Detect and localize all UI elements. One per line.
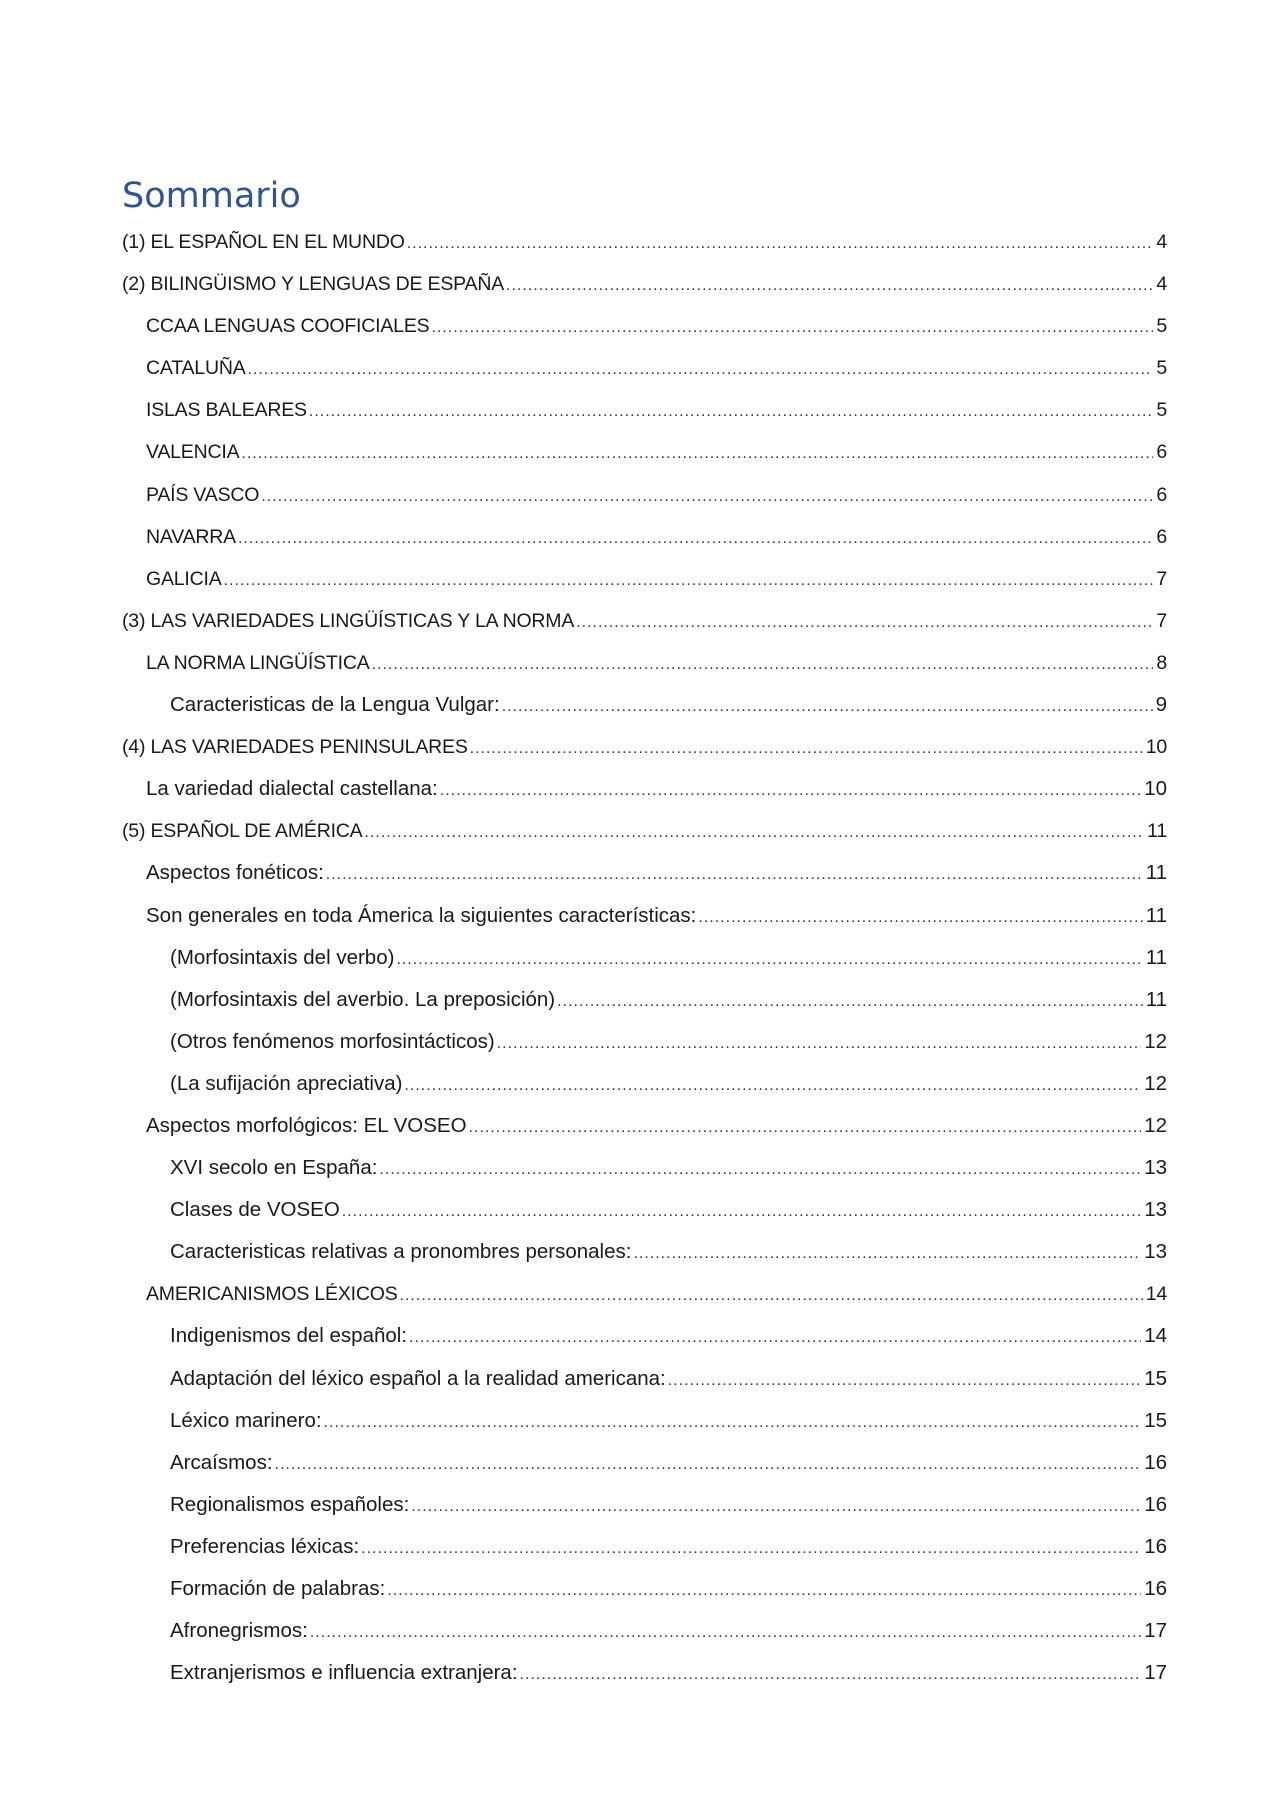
toc-entry-label: CATALUÑA [146, 357, 246, 380]
toc-page-number: 15 [1144, 1366, 1167, 1390]
toc-dot-leader [469, 1107, 1142, 1147]
toc-entry[interactable] [122, 1063, 1167, 1105]
toc-page-number: 5 [1156, 315, 1167, 338]
toc-entry[interactable] [122, 221, 1167, 263]
toc-page-number: 17 [1144, 1619, 1167, 1643]
toc-dot-leader [502, 686, 1153, 726]
toc-entry[interactable] [122, 810, 1167, 852]
toc-dot-leader [404, 1065, 1141, 1105]
toc-dot-leader [440, 770, 1141, 810]
toc-entry[interactable] [122, 431, 1167, 473]
toc-entry[interactable] [122, 1442, 1167, 1484]
toc-dot-leader [520, 1654, 1142, 1694]
toc-entry[interactable] [122, 1189, 1167, 1231]
toc-title: Sommario [122, 176, 301, 216]
toc-page-number: 12 [1144, 1071, 1167, 1095]
toc-entry-label: XVI secolo en España: [170, 1156, 378, 1180]
toc-entry[interactable] [122, 895, 1167, 937]
toc-entry[interactable] [122, 937, 1167, 979]
toc-entry[interactable] [122, 1358, 1167, 1400]
toc-entry-label: Afronegrismos: [170, 1619, 308, 1643]
toc-page-number: 4 [1156, 231, 1167, 253]
toc-page-number: 7 [1156, 567, 1167, 590]
toc-page-number: 16 [1144, 1492, 1167, 1516]
toc-dot-leader [400, 1275, 1143, 1315]
toc-entry[interactable] [122, 389, 1167, 431]
toc-entry-label: Preferencias léxicas: [170, 1534, 360, 1558]
toc-entry[interactable] [122, 558, 1167, 600]
toc-entry[interactable] [122, 1400, 1167, 1442]
toc-page-number: 11 [1145, 987, 1167, 1011]
toc-dot-leader [411, 1486, 1141, 1526]
toc-entry-label: PAÍS VASCO [146, 483, 260, 506]
toc-dot-leader [633, 1233, 1141, 1273]
toc-entry-label: Extranjerismos e influencia extranjera: [170, 1661, 518, 1685]
toc-page-number: 5 [1156, 399, 1167, 422]
toc-dot-leader [275, 1444, 1142, 1484]
toc-page-number: 13 [1144, 1240, 1167, 1264]
toc-entry[interactable] [122, 768, 1167, 810]
toc-entry-label: (Morfosintaxis del verbo) [170, 945, 395, 969]
toc-dot-leader [261, 476, 1153, 516]
toc-entry-label: Indigenismos del español: [170, 1324, 408, 1348]
toc-entry[interactable] [122, 1231, 1167, 1273]
toc-entry-label: Aspectos fonéticos: [146, 861, 324, 885]
toc-entry-label: (5) ESPAÑOL DE AMÉRICA [122, 820, 363, 843]
toc-dot-leader [576, 602, 1153, 642]
toc-dot-leader [241, 433, 1153, 473]
toc-dot-leader [387, 1570, 1141, 1610]
toc-dot-leader [342, 1191, 1141, 1231]
toc-page-number: 9 [1155, 693, 1167, 717]
toc-entry-label: Caracteristicas relativas a pronombres personales: [170, 1240, 632, 1264]
toc-entry-label: (3) LAS VARIEDADES LINGÜÍSTICAS Y LA NORMA [122, 609, 575, 632]
toc-entry[interactable] [122, 1568, 1167, 1610]
toc-page-number: 6 [1156, 483, 1167, 506]
toc-dot-leader [379, 1149, 1141, 1189]
toc-page-number: 6 [1156, 525, 1167, 548]
toc-entry[interactable] [122, 1315, 1167, 1357]
toc-entry-label: Adaptación del léxico español a la realidad americana: [170, 1366, 666, 1390]
toc-entry-label: ISLAS BALEARES [146, 399, 307, 422]
toc-page-number: 8 [1156, 651, 1167, 674]
toc-entry-label: Regionalismos españoles: [170, 1492, 410, 1516]
toc-page-number: 10 [1144, 777, 1167, 801]
toc-entry[interactable] [122, 1526, 1167, 1568]
toc-dot-leader [309, 391, 1153, 431]
toc-dot-leader [557, 981, 1143, 1021]
toc-entry[interactable] [122, 600, 1167, 642]
toc-page-number: 4 [1156, 273, 1167, 296]
toc-entry-label: LA NORMA LINGÜÍSTICA [146, 651, 370, 674]
toc-page-number: 16 [1144, 1450, 1167, 1474]
toc-entry-label: Aspectos morfológicos: EL VOSEO [146, 1113, 467, 1137]
toc-page-number: 11 [1145, 903, 1167, 927]
toc-page-number: 14 [1144, 1324, 1167, 1348]
toc-entry[interactable] [122, 305, 1167, 347]
toc-dot-leader [668, 1360, 1141, 1400]
toc-dot-leader [407, 223, 1154, 263]
toc-dot-leader [409, 1317, 1141, 1357]
toc-dot-leader [506, 265, 1153, 305]
toc-entry-label: GALICIA [146, 567, 222, 590]
toc-page-number: 14 [1145, 1283, 1167, 1306]
toc-page-number: 13 [1144, 1198, 1167, 1222]
toc-entry-label: Arcaísmos: [170, 1450, 273, 1474]
toc-entry-label: (La sufijación apreciativa) [170, 1071, 403, 1095]
toc-entry[interactable] [122, 1484, 1167, 1526]
toc-entry-label: Son generales en toda Ámerica la siguientes características: [146, 903, 697, 927]
toc-page-number: 11 [1145, 861, 1167, 885]
toc-entry[interactable] [122, 1105, 1167, 1147]
toc-entry[interactable] [122, 516, 1167, 558]
toc-entry[interactable] [122, 1652, 1167, 1694]
toc-entry-label: (1) EL ESPAÑOL EN EL MUNDO [122, 231, 405, 253]
toc-dot-leader [361, 1528, 1141, 1568]
toc-dot-leader [497, 1023, 1141, 1063]
toc-page-number: 17 [1144, 1661, 1167, 1685]
toc-dot-leader [365, 812, 1145, 852]
toc-dot-leader [310, 1612, 1141, 1652]
toc-page-number: 7 [1156, 609, 1167, 632]
toc-entry[interactable] [122, 263, 1167, 305]
toc-entry[interactable] [122, 726, 1167, 768]
toc-entry-label: CCAA LENGUAS COOFICIALES [146, 315, 430, 338]
toc-dot-leader [698, 897, 1142, 937]
toc-entry-label: NAVARRA [146, 525, 236, 548]
toc-entry-label: (Otros fenómenos morfosintácticos) [170, 1029, 495, 1053]
toc-entry-label: Formación de palabras: [170, 1577, 386, 1600]
toc-dot-leader [238, 518, 1153, 558]
toc-page-number: 16 [1144, 1534, 1167, 1558]
toc-dot-leader [224, 560, 1154, 600]
toc-page-number: 11 [1145, 945, 1167, 969]
toc-entry[interactable] [122, 852, 1167, 894]
toc-entry-label: (Morfosintaxis del averbio. La preposición) [170, 987, 556, 1011]
toc-page-number: 13 [1144, 1156, 1167, 1180]
toc-entry[interactable] [122, 1610, 1167, 1652]
toc-dot-leader [372, 644, 1154, 684]
toc-entry[interactable] [122, 1147, 1167, 1189]
toc-dot-leader [396, 939, 1142, 979]
toc-page-number: 11 [1147, 820, 1167, 843]
toc-entry-label: (2) BILINGÜISMO Y LENGUAS DE ESPAÑA [122, 273, 505, 296]
toc-page-number: 5 [1156, 357, 1167, 380]
toc-dot-leader [324, 1402, 1142, 1442]
toc-page-number: 15 [1144, 1408, 1167, 1432]
toc-entry-label: AMERICANISMOS LÉXICOS [146, 1283, 398, 1306]
toc-entry[interactable] [122, 474, 1167, 516]
toc-entry[interactable] [122, 1273, 1167, 1315]
toc-page-number: 6 [1156, 441, 1167, 464]
toc-entry-label: Caracteristicas de la Lengua Vulgar: [170, 693, 500, 717]
toc-dot-leader [326, 854, 1143, 894]
table-of-contents [122, 221, 1167, 1694]
toc-page-number: 16 [1144, 1577, 1167, 1600]
toc-entry-label: Léxico marinero: [170, 1408, 322, 1432]
toc-entry[interactable] [122, 642, 1167, 684]
toc-page-number: 10 [1145, 736, 1167, 759]
toc-dot-leader [431, 307, 1153, 347]
toc-entry-label: La variedad dialectal castellana: [146, 777, 438, 801]
toc-dot-leader [470, 728, 1143, 768]
toc-page-number: 12 [1144, 1029, 1167, 1053]
toc-entry-label: VALENCIA [146, 441, 240, 464]
toc-entry[interactable] [122, 1021, 1167, 1063]
toc-entry[interactable] [122, 684, 1167, 726]
toc-entry-label: (4) LAS VARIEDADES PENINSULARES [122, 736, 468, 759]
toc-page-number: 12 [1144, 1113, 1167, 1137]
toc-dot-leader [248, 349, 1154, 389]
toc-entry-label: Clases de VOSEO [170, 1198, 340, 1222]
toc-entry[interactable] [122, 979, 1167, 1021]
toc-entry[interactable] [122, 347, 1167, 389]
